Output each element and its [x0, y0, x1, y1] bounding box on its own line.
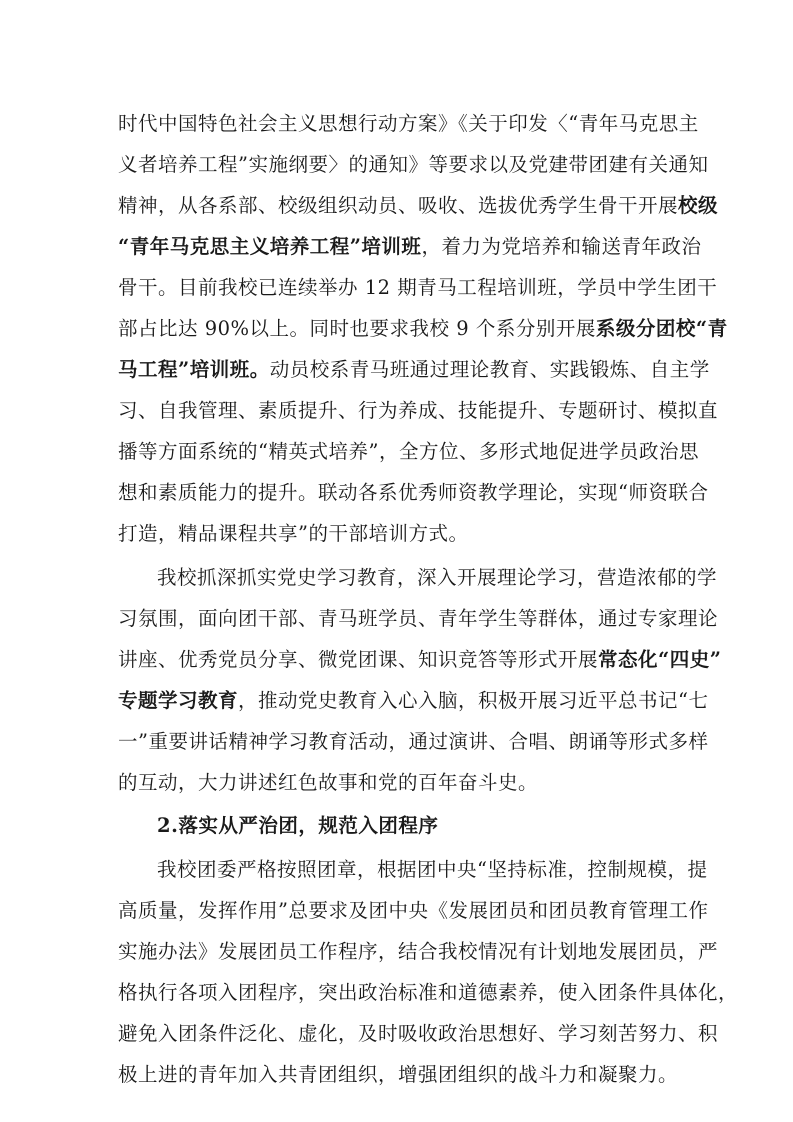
paragraph-1-line-7-bold: 马工程”培训班。 [118, 358, 270, 381]
paragraph-2-line-3 [118, 640, 722, 680]
paragraph-3-line-1: 我校团委严格按照团章，根据团中央“坚持标准，控制规模，提 [157, 858, 708, 881]
paragraph-3-line-3: 实施办法》发展团员工作程序，结合我校情况有计划地发展团员，严 [118, 940, 719, 963]
paragraph-1-line-10: 想和素质能力的提升。联动各系优秀师资教学理论，实现“师资联合 [118, 481, 709, 504]
section-heading: 2.落实从严治团，规范入团程序 [157, 814, 439, 837]
paragraph-2-line-3-bold: 常态化“四史” [598, 648, 722, 671]
paragraph-1-line-8: 习、自我管理、素质提升、行为养成、技能提升、专题研讨、模拟直 [118, 399, 719, 422]
paragraph-2-line-5: 一”重要讲话精神学习教育活动，通过演讲、合唱、朗诵等形式多样 [118, 730, 709, 753]
paragraph-1-line-3-bold: 校级 [678, 194, 719, 217]
paragraph-1-line-5: 骨干。目前我校已连续举办 12 期青马工程培训班，学员中学生团干 [118, 276, 718, 299]
paragraph-1-line-2: 义者培养工程”实施纲要〉的通知》等要求以及党建带团建有关通知 [118, 153, 709, 176]
paragraph-1-line-4-text: ，着力为党培养和输送青年政治 [421, 235, 702, 258]
paragraph-3-line-6: 极上进的青年加入共青团组织，增强团组织的战斗力和凝聚力。 [118, 1063, 679, 1086]
paragraph-1-line-7 [118, 350, 710, 390]
paragraph-1-line-6-bold: 系级分团校“青 [595, 317, 728, 340]
paragraph-3-line-4: 格执行各项入团程序，突出政治标准和道德素养，使入团条件具体化， [118, 981, 739, 1004]
paragraph-1-line-3 [118, 186, 719, 226]
paragraph-2-line-4-text: ，推动党史教育入心入脑，积极开展习近平总书记“七 [238, 689, 709, 712]
paragraph-1-line-4-bold: “青年马克思主义培养工程”培训班 [118, 235, 422, 258]
paragraph-1-line-4 [118, 227, 702, 267]
paragraph-1-line-6-text: 部占比达 90%以上。同时也要求我校 9 个系分别开展 [118, 317, 596, 340]
paragraph-1-line-9: 播等方面系统的“精英式培养”，全方位、多形式地促进学员政治思 [118, 440, 699, 463]
paragraph-2-line-4 [118, 681, 709, 721]
paragraph-1-line-6 [118, 309, 728, 349]
paragraph-3-line-5: 避免入团条件泛化、虚化，及时吸收政治思想好、学习刻苦努力、积 [118, 1022, 719, 1045]
paragraph-1-line-1: 时代中国特色社会主义思想行动方案》《关于印发〈“青年马克思主 [118, 112, 699, 135]
paragraph-1-line-7-text: 动员校系青马班通过理论教育、实践锻炼、自主学 [269, 358, 710, 381]
paragraph-1-line-3-text: 精神，从各系部、校级组织动员、吸收、选拔优秀学生骨干开展 [118, 194, 679, 217]
paragraph-1-line-11: 打造，精品课程共享”的干部培训方式。 [118, 522, 469, 545]
paragraph-2-line-6: 的互动，大力讲述红色故事和党的百年奋斗史。 [118, 771, 539, 794]
paragraph-2-line-1: 我校抓深抓实党史学习教育，深入开展理论学习，营造浓郁的学 [157, 566, 718, 589]
paragraph-2-line-3-text: 讲座、优秀党员分享、微党团课、知识竞答等形式开展 [118, 648, 599, 671]
paragraph-3-line-2: 高质量，发挥作用”总要求及团中央《发展团员和团员教育管理工作 [118, 899, 709, 922]
paragraph-2-line-2: 习氛围，面向团干部、青马班学员、青年学生等群体，通过专家理论 [118, 607, 719, 630]
paragraph-2-line-4-bold: 专题学习教育 [118, 689, 239, 712]
